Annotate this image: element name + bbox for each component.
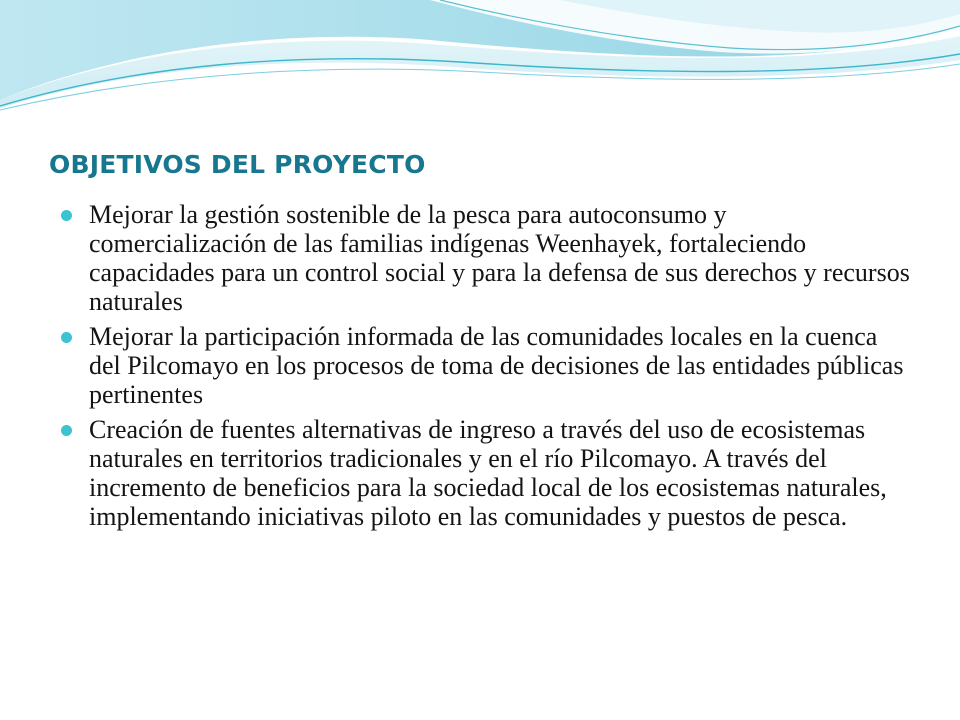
bullet-dot-icon: [61, 332, 72, 343]
bullet-dot-icon: [61, 210, 72, 221]
bullet-text: Mejorar la participación informada de las comunidades locales en la cuenca del Pilcomayo en los procesos de toma de decisiones de las entidades públicas pertinentes: [89, 322, 904, 409]
bullet-list: [60, 200, 910, 537]
page-title: OBJETIVOS DEL PROYECTO: [49, 150, 426, 179]
list-item: [60, 200, 910, 316]
list-item: [60, 415, 910, 531]
bullet-text: Mejorar la gestión sostenible de la pesca para autoconsumo y comercialización de las familias indígenas Weenhayek, fortaleciendo capacidades para un control social y para la defensa de sus derechos y recursos naturales: [89, 200, 910, 316]
bullet-text: Creación de fuentes alternativas de ingreso a través del uso de ecosistemas naturales en territorios tradicionales y en el río Pilcomayo. A través del incremento de beneficios para la sociedad local de los ecosistemas naturales, implementando iniciativas piloto en las comunidades y puestos de pesca.: [89, 415, 887, 531]
bullet-dot-icon: [61, 425, 72, 436]
list-item: [60, 322, 910, 409]
header-wave-decoration: [0, 0, 960, 120]
